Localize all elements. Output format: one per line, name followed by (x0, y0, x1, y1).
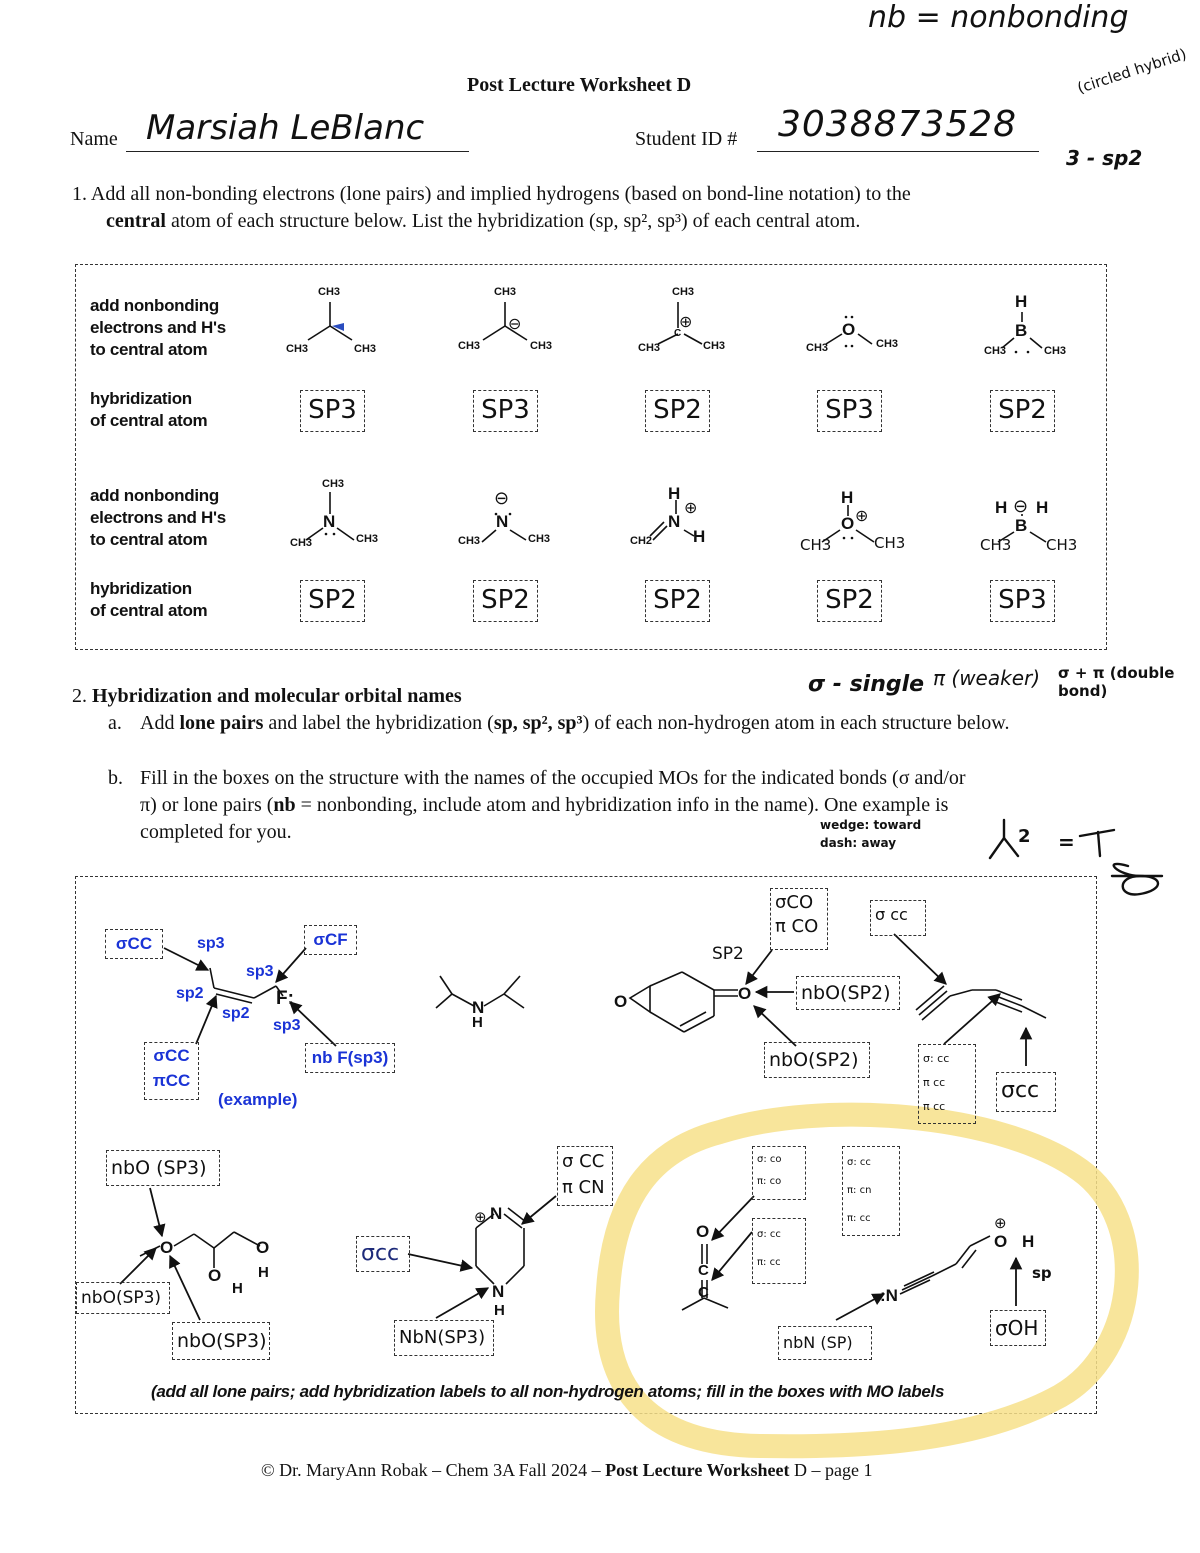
r2m2-center: N (496, 512, 509, 531)
footer-copyright: © Dr. MaryAnn Robak – Chem 3A Fall 2024 – (261, 1460, 601, 1480)
oh-sp-label: sp (1032, 1264, 1052, 1282)
oh-h: H (1022, 1232, 1035, 1251)
ketone-box-bottom[interactable]: nbO(SP2) (764, 1042, 870, 1078)
example-box-nb-f: nb F(sp3) (305, 1043, 395, 1073)
r2m5-h-left: H (995, 498, 1008, 517)
r1m3-center: C (674, 328, 682, 339)
ether-oh-o: O (256, 1238, 270, 1257)
r2m4-top: H (841, 488, 854, 507)
alkyne-box-top[interactable]: σ cc (870, 900, 926, 936)
r1m2-charge: ⊖ (508, 316, 522, 333)
r2m4-charge: ⊕ (855, 508, 869, 525)
row1-answer-box-3[interactable]: SP2 (645, 390, 710, 432)
q2-b-line3: completed for you. (140, 821, 292, 843)
row2-answer-box-5[interactable]: SP3 (990, 580, 1055, 622)
q2-a-bold: lone pairs (179, 712, 264, 734)
pyr-n-top: N (490, 1204, 503, 1223)
ketone-o: O (738, 984, 752, 1003)
example-label-sp3-c: sp3 (273, 1017, 301, 1034)
sigma-single-note: σ - single (808, 672, 925, 697)
r2m3-top: H (668, 484, 681, 503)
example-label-sp2-a: sp2 (176, 985, 204, 1002)
row2-answer-box-3[interactable]: SP2 (645, 580, 710, 622)
nitrile-box-left[interactable]: nbN (SP) (778, 1326, 872, 1360)
oh-charge: ⊕ (994, 1216, 1007, 1232)
r1m4-center: O (842, 320, 856, 339)
imine-box-bottom[interactable]: NbN(SP3) (394, 1320, 494, 1356)
r2m2-charge: ⊖ (494, 488, 510, 508)
diol-o: O (208, 1266, 222, 1285)
sigma-pi-double-note: σ + π (double bond) (1058, 664, 1175, 700)
footer-bold: Post Lecture Worksheet (605, 1460, 790, 1480)
r2m2-left: CH3 (458, 535, 481, 547)
q2-b-line1: Fill in the boxes on the structure with the names of the occupied MOs for the indicated bonds (σ and/or (140, 767, 966, 789)
name-value: Marsiah LeBlanc (146, 108, 425, 148)
r1m3-left: CH3 (638, 342, 661, 354)
r2m4-center: O (841, 514, 855, 533)
example-label-sp2-b: sp2 (222, 1005, 250, 1022)
q1-text-a: Add all non-bonding electrons (lone pairs) and implied hydrogens (based on bond-line notation) to the (90, 183, 911, 205)
r2m1-right: CH3 (356, 533, 379, 545)
ketene-c1: C (698, 1262, 709, 1279)
row2-answer-box-1[interactable]: SP2 (300, 580, 365, 622)
r1m3-right: CH3 (703, 340, 726, 352)
r1m1-top: CH3 (318, 286, 341, 298)
q2-a-mid: and label the hybridization ( (268, 712, 494, 734)
equals-note: = (1058, 830, 1075, 854)
r2m1-top: CH3 (322, 478, 345, 490)
ether-box-top[interactable]: nbO (SP3) (106, 1150, 220, 1186)
oh-o: O (994, 1232, 1008, 1251)
r1m3-top: CH3 (672, 286, 695, 298)
row1-answer-box-5[interactable]: SP2 (990, 390, 1055, 432)
epoxide-o: O (614, 992, 628, 1011)
r2m5-charge: ⊖ (1013, 496, 1029, 516)
r2m3-charge: ⊕ (684, 500, 698, 517)
q1-number: 1. (72, 183, 87, 205)
r2m3-left: CH2 (630, 535, 653, 547)
r1m5-center: B (1015, 321, 1028, 340)
r1m5-left: CH3 (984, 345, 1007, 357)
r1m4-left: CH3 (806, 342, 829, 354)
q2-b-label: b. (108, 767, 123, 789)
r2m3-right: H (693, 527, 706, 546)
q1-row1-hyb-label: hybridization of central atom (90, 389, 208, 430)
q2-a-post: ) of each non-hydrogen atom in each structure below. (582, 712, 1010, 734)
imine-box-left[interactable]: σcc (356, 1236, 410, 1272)
pyr-h-bottom: H (494, 1302, 505, 1319)
q2-a-label: a. (108, 712, 122, 734)
example-pi-cc: πCC (152, 1071, 191, 1090)
example-sigma-cc: σCC (153, 1046, 190, 1065)
footer-tail: D – page 1 (793, 1460, 873, 1480)
ketene-box-1[interactable]: σ: co π: co (752, 1146, 806, 1200)
r2m3-center: N (668, 512, 681, 531)
q1-row1-add-label: add nonbonding electrons and H's to central atom (90, 296, 226, 359)
example-label-sp3-b: sp3 (246, 963, 274, 980)
q2-number: 2. (72, 685, 87, 707)
q2-footer-instruction: (add all lone pairs; add hybridization labels to all non-hydrogen atoms; fill in the boxes with MO labels (151, 1382, 945, 1401)
r1m2-right: CH3 (530, 340, 553, 352)
q1-bold-central: central (106, 210, 166, 232)
worksheet-title: Post Lecture Worksheet D (467, 74, 692, 96)
q2-b-line2-pre: π) or lone pairs ( (140, 794, 274, 816)
ketone-box-top[interactable]: σCO π CO (770, 888, 828, 950)
ketone-sp2-label: SP2 (712, 944, 744, 964)
ketene-o: O (696, 1222, 710, 1241)
student-id-label: Student ID # (635, 128, 738, 150)
dash-note: dash: away (820, 836, 897, 850)
r2m5-left: CH3 (980, 536, 1012, 554)
r1m1-right: CH3 (354, 343, 377, 355)
wedge-note: wedge: toward (820, 818, 922, 832)
r1m4-right: CH3 (876, 338, 899, 350)
r1m1-left: CH3 (286, 343, 309, 355)
ketone-box-right[interactable]: nbO(SP2) (796, 976, 900, 1010)
ether-box-bottom[interactable]: nbO(SP3) (172, 1322, 270, 1360)
r2m1-left: CH3 (290, 537, 313, 549)
r2m5-h-right: H (1036, 498, 1049, 517)
r2m5-right: CH3 (1046, 536, 1078, 554)
ketene-c2: C (698, 1284, 709, 1301)
q2-a-pre: Add (140, 712, 175, 734)
amine-n: N (472, 998, 485, 1017)
q1-text-b: atom of each structure below. List the hybridization (sp, sp², sp³) of each central atom. (170, 210, 861, 232)
r1m2-top: CH3 (494, 286, 517, 298)
example-box-sigma-pi-cc (144, 1042, 199, 1100)
r2m1-center: N (323, 512, 336, 531)
ketene-box-2[interactable]: σ: cc π: cc (752, 1218, 806, 1284)
row1-answer-box-1[interactable]: SP3 (300, 390, 365, 432)
q1-row2-hyb-label: hybridization of central atom (90, 579, 208, 620)
q2-b-line2-bold: nb (273, 794, 296, 816)
r1m5-top: H (1015, 292, 1028, 311)
ether-oh-h: H (258, 1264, 269, 1281)
r2m4-right: CH3 (874, 534, 906, 552)
example-atom-f: F: (276, 988, 294, 1009)
ether-box-left[interactable]: nbO(SP3) (76, 1282, 170, 1314)
nitrile-n: :N (880, 1286, 898, 1305)
sp2-count-note: 3 - sp2 (1066, 146, 1143, 170)
alkyne-box-right[interactable]: σcc (996, 1072, 1056, 1112)
ether-o: O (160, 1238, 174, 1257)
q2-title: Hybridization and molecular orbital names (92, 685, 462, 707)
oh-box[interactable]: σOH (990, 1310, 1046, 1346)
circled-hybrid-note: (circled hybrid) (1075, 44, 1189, 98)
alkyne-box-stack[interactable]: σ: cc π cc π cc (918, 1044, 976, 1124)
row1-answer-box-2[interactable]: SP3 (473, 390, 538, 432)
r2m2-right: CH3 (528, 533, 551, 545)
q2-b-line2-post: = nonbonding, include atom and hybridization info in the name). One example is (300, 794, 949, 816)
r1m2-left: CH3 (458, 340, 481, 352)
name-label: Name (70, 128, 118, 150)
example-label-sp3-a: sp3 (197, 935, 225, 952)
diol-h: H (232, 1280, 243, 1297)
nb-definition-note: nb = nonbonding (868, 0, 1129, 35)
nitrile-box-stack[interactable]: σ: cc π: cn π: cc (842, 1146, 900, 1236)
example-box-sigma-cc: σCC (105, 929, 163, 959)
q1-row2-add-label: add nonbonding electrons and H's to central atom (90, 486, 226, 549)
pyr-charge: ⊕ (474, 1210, 487, 1226)
q2-a-hyb: sp, sp², sp³ (493, 712, 583, 734)
example-box-sigma-cf: σCF (304, 925, 357, 955)
two-methyl-note: 2 (1018, 826, 1031, 847)
r2m5-center: B (1015, 516, 1028, 535)
imine-box-top[interactable]: σ CC π CN (557, 1146, 613, 1206)
page-footer (261, 1460, 872, 1481)
row1-answer-box-4[interactable]: SP3 (817, 390, 882, 432)
pyr-n-bottom: N (492, 1282, 505, 1301)
row2-answer-box-4[interactable]: SP2 (817, 580, 882, 622)
student-id-value: 3038873528 (778, 104, 1018, 145)
amine-h: H (472, 1014, 483, 1031)
r2m4-left: CH3 (800, 536, 832, 554)
pi-weaker-note: π (weaker) (933, 666, 1041, 690)
r1m5-right: CH3 (1044, 345, 1067, 357)
r1m3-charge: ⊕ (679, 314, 693, 331)
example-caption: (example) (218, 1090, 298, 1109)
row2-answer-box-2[interactable]: SP2 (473, 580, 538, 622)
